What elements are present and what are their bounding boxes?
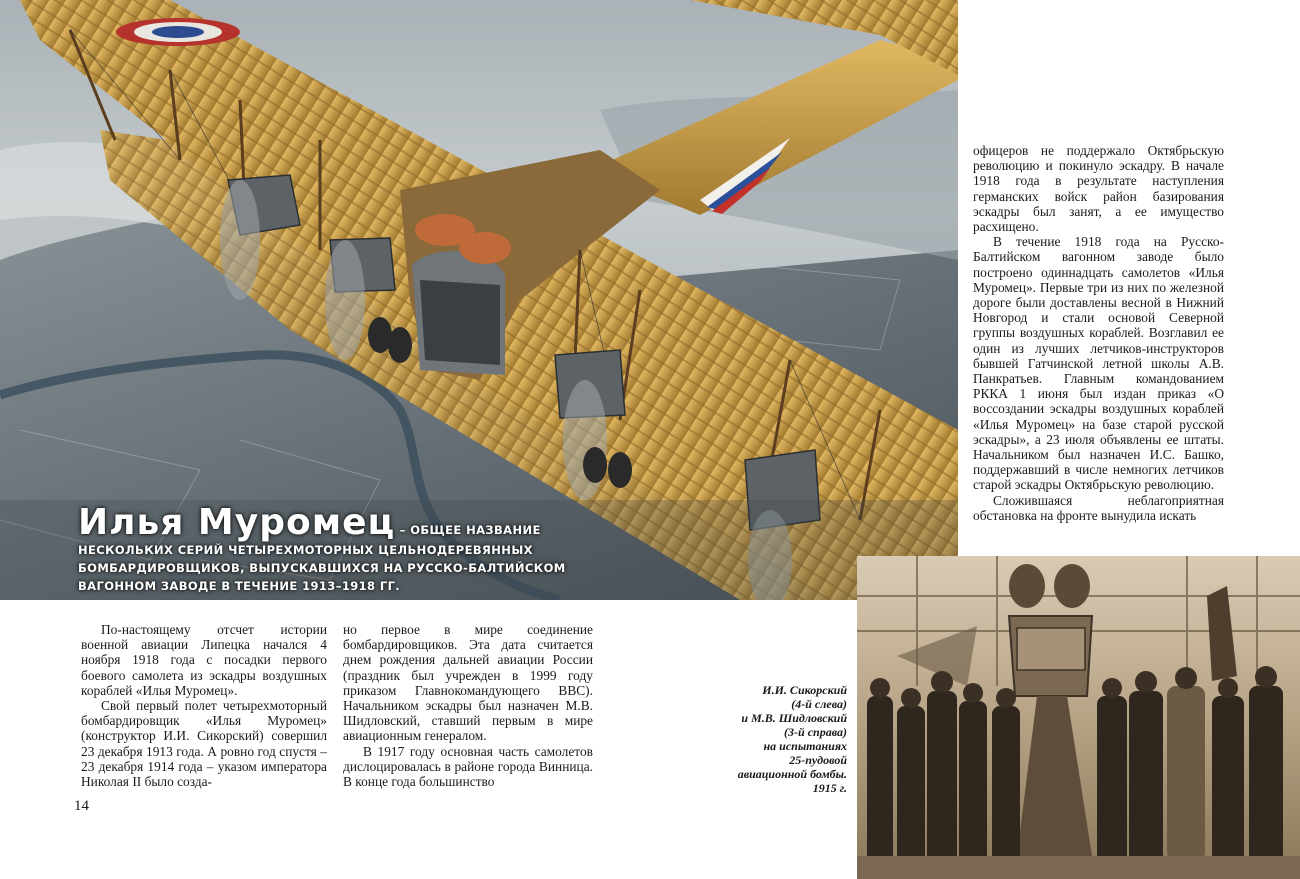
caption-line: (4-й слева) xyxy=(791,697,847,711)
paragraph: Сложившаяся неблагоприятная обстановка на фронте вынудила искать xyxy=(973,492,1224,523)
photo-caption xyxy=(700,683,847,795)
caption-line: и М.В. Шидловский xyxy=(741,711,847,725)
hero-title: Илья Муромец xyxy=(78,502,396,543)
caption-line: И.И. Сикорский xyxy=(762,683,847,697)
page-number: 14 xyxy=(74,798,89,814)
caption-line: 1915 г. xyxy=(812,781,847,795)
caption-line: на испытаниях xyxy=(763,739,847,753)
text-column-right xyxy=(973,143,1224,523)
caption-line: 25-пудовой xyxy=(789,753,847,767)
caption-line: авиационной бомбы. xyxy=(737,767,847,781)
hero-caption xyxy=(78,502,638,595)
paragraph: В течение 1918 года на Русско-Балтийском вагонном заводе было построено одиннадцать самолетов «Илья Муромец». Первые три из них по железной дороге были доставлены весной в Нижний Новгород и стали основой Северной группы воздушных кораблей. Возглавил ее один из лучших летчиков-инструкторов бывшей Гатчинской летной школы А.В. Панкратьев. Главным командованием РККА 1 июня был издан приказ «О воссоздании эскадры воздушных кораблей «Илья Муромец» на базе старой русской эскадры», а 23 июля объявлены ее штаты. Начальником был назначен И.С. Башко, поддержавший в числе немногих летчиков старой эскадры Октябрьскую революцию. xyxy=(973,234,1224,493)
paragraph: офицеров не поддержало Октябрьскую революцию и покинуло эскадру. В начале 1918 года в результате наступления германских войск район базирования эскадры был занят, а ее имущество расхищено. xyxy=(973,143,1224,235)
text-column-2 xyxy=(343,622,593,789)
paragraph: но первое в мире соединение бомбардировщиков. Эта дата считается днем рождения дальней авиации России (праздник был учрежден в 1999 году приказом Главнокомандующего ВВС). Начальником эскадры был назначен М.В. Шидловский, ставший первым в мире авиационным генералом. xyxy=(343,622,593,744)
paragraph: По-настоящему отсчет истории военной авиации Липецка начался 4 ноября 1918 года с посадки первого боевого самолета из эскадры воздушных кораблей «Илья Муромец». xyxy=(81,622,327,698)
paragraph: Свой первый полет четырехмоторный бомбардировщик «Илья Муромец» (конструктор И.И. Сикорский) совершил 23 декабря 1913 года. А ровно год спустя – 23 декабря 1914 года – указом императора Николая II было созда- xyxy=(81,698,327,790)
text-column-1 xyxy=(81,622,327,789)
group-photo-image xyxy=(857,556,1300,879)
historic-photo xyxy=(857,556,1300,879)
paragraph: В 1917 году основная часть самолетов дислоцировалась в районе города Винница. В конце года большинство xyxy=(343,743,593,790)
caption-line: (3-й справа) xyxy=(784,725,847,739)
hero-lead: – ОБЩЕЕ НАЗВАНИЕ НЕСКОЛЬКИХ СЕРИЙ ЧЕТЫРЕХМОТОРНЫХ ЦЕЛЬНОДЕРЕВЯННЫХ БОМБАРДИРОВЩИКОВ, ВЫПУСКАВШИХСЯ НА РУССКО-БАЛТИЙСКОМ ВАГОННОМ ЗАВОДЕ В ТЕЧЕНИЕ 1913–1918 ГГ. xyxy=(78,523,566,593)
